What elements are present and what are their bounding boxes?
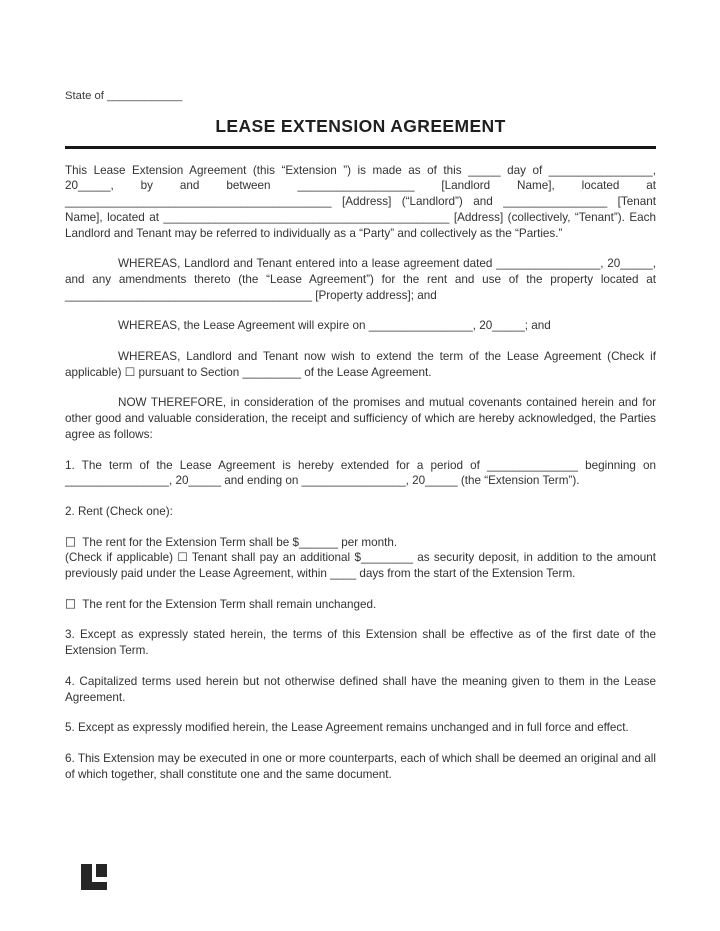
clause-1-term: 1. The term of the Lease Agreement is hereby extended for a period of ______________ beginning on ________________, 20_____ and ending on ________________, 20_____ (the “Extension Term”). [65, 458, 656, 488]
recital-lease-agreement: WHEREAS, Landlord and Tenant entered into a lease agreement dated ________________, 20_____, and any amendments thereto (the “Lease Agreement”) for the rent and use of the property located at ______________________________________ [Property address]; and [65, 257, 656, 302]
recital-expiration: WHEREAS, the Lease Agreement will expire on ________________, 20_____; and [118, 319, 551, 333]
rent-option-unchanged-block [65, 597, 656, 613]
legal-templates-logo-icon [80, 863, 108, 891]
rent-option-unchanged-row [65, 597, 656, 613]
clause-3-effective: 3. Except as expressly stated herein, the terms of this Extension shall be effective as of the first date of the Extension Term. [65, 628, 656, 658]
rent-option-increase-row [65, 535, 656, 551]
clause-4-capitalized-terms: 4. Capitalized terms used herein but not otherwise defined shall have the meaning given to them in the Lease Agreement. [65, 674, 656, 704]
clause-5-modified: 5. Except as expressly modified herein, the Lease Agreement remains unchanged and in full force and effect. [65, 721, 629, 735]
document-content [65, 0, 656, 782]
checkbox-icon: ☐ [65, 597, 77, 612]
intro-paragraph: This Lease Extension Agreement (this “Extension ”) is made as of this _____ day of ________________, 20_____, by and between __________________ [Landlord Name], located at _________________________________________ [Address] (“Landlord”) and ________________ [Tenant Name], located at ____________________________________________ [Address] (collectively, “Tenant”). Each Landlord and Tenant may be referred to individually as a “Party” and collectively as the “Parties.” [65, 163, 656, 240]
clause-6-counterparts: 6. This Extension may be executed in one or more counterparts, each of which shall be deemed an original and all of which together, shall constitute one and the same document. [65, 751, 656, 781]
rent-option-increase-block [65, 535, 656, 582]
document-title: LEASE EXTENSION AGREEMENT [215, 115, 506, 136]
recital-extension: WHEREAS, Landlord and Tenant now wish to extend the term of the Lease Agreement (Check if applicable) ☐ pursuant to Section _________ of the Lease Agreement. [65, 350, 656, 379]
title-divider-rule [65, 146, 656, 149]
clause-2-rent-heading: 2. Rent (Check one): [65, 504, 173, 518]
state-of-line: State of ____________ [65, 90, 183, 102]
rent-option-deposit-text: (Check if applicable) ☐ Tenant shall pay an additional $________ as security deposit, in addition to the amount previously paid under the Lease Agreement, within ____ days from the start of the Extension Term. [65, 551, 656, 581]
rent-option-unchanged-text: The rent for the Extension Term shall remain unchanged. [82, 597, 377, 611]
now-therefore-paragraph: NOW THEREFORE, in consideration of the promises and mutual covenants contained herein and for other good and valuable consideration, the receipt and sufficiency of which are hereby acknowledged, the Parties agree as follows: [65, 396, 656, 441]
rent-option-increase-text: The rent for the Extension Term shall be $______ per month. [82, 535, 398, 549]
checkbox-icon: ☐ [65, 535, 77, 550]
